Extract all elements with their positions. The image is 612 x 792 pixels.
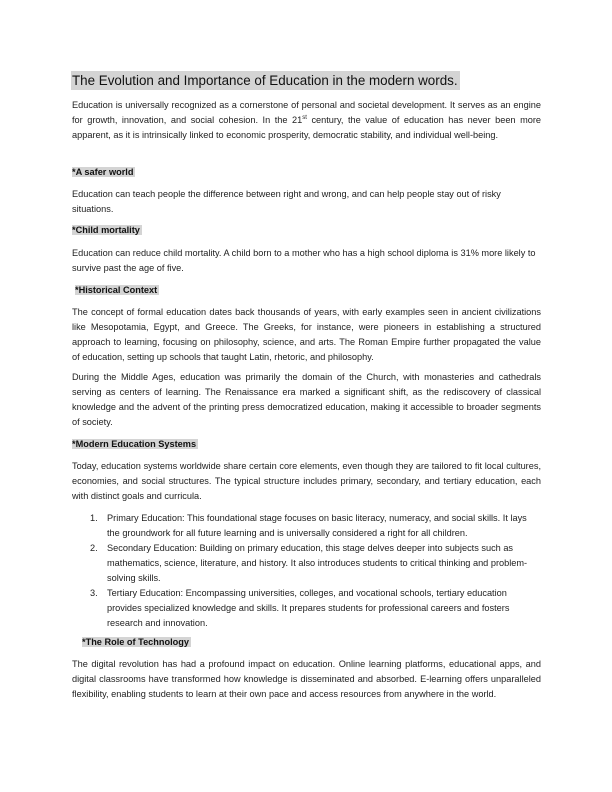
list-item (72, 511, 541, 541)
safer-world-paragraph: Education can teach people the difference between right and wrong, and can help people stay out of risky situations. (72, 189, 501, 214)
intro-paragraph (72, 98, 541, 143)
intro-superscript: st (302, 114, 307, 121)
list-item-text: Tertiary Education: Encompassing universities, colleges, and vocational schools, tertiary education provides specialized knowledge and skills. It prepares students for professional careers and fosters research and innovation. (107, 588, 510, 628)
education-stages-list (72, 511, 541, 631)
list-item-number: 1. (90, 513, 98, 523)
list-item-text: Secondary Education: Building on primary education, this stage delves deeper into subjects such as mathematics, science, literature, and history. It also introduces students to critical thinking and problem-solving skills. (107, 543, 528, 583)
heading-historical-context-label: *Historical Context (75, 285, 158, 295)
historical-paragraph-2: During the Middle Ages, education was primarily the domain of the Church, with monasteries and cathedrals serving as centers of learning. The Renaissance era marked a significant shift, as the rediscovery of classical knowledge and the advent of the printing press democratized education, making it accessible to broader segments of society. (72, 372, 541, 427)
list-item (72, 586, 541, 631)
list-item-number: 2. (90, 543, 98, 553)
heading-historical-context (75, 283, 159, 297)
heading-child-mortality (72, 223, 142, 237)
technology-paragraph: The digital revolution has had a profound impact on education. Online learning platforms, educational apps, and digital classrooms have transformed how knowledge is disseminated and absorbed. E-learning offers unparalleled flexibility, enabling students to learn at their own pace and access resources from anywhere in the world. (72, 659, 541, 699)
heading-modern-education (72, 437, 198, 451)
modern-paragraph: Today, education systems worldwide share certain core elements, even though they are tailored to fit local cultures, economies, and social structures. The typical structure includes primary, secondary, and tertiary education, each with distinct goals and curricula. (72, 461, 541, 501)
historical-paragraph-1: The concept of formal education dates back thousands of years, with early examples seen in ancient civilizations like Mesopotamia, Egypt, and Greece. The Greeks, for instance, were pioneers in establishing a structured approach to learning, focusing on philosophy, science, and arts. The Roman Empire further propagated the value of education, setting up schools that taught Latin, rhetoric, and philosophy. (72, 307, 541, 362)
page-title: The Evolution and Importance of Education in the modern words. (72, 73, 458, 88)
heading-role-of-technology (82, 635, 191, 649)
heading-role-of-technology-label: *The Role of Technology (82, 637, 190, 647)
intro-text-part2: century, the value of education has never been more apparent, as it is intrinsically linked to economic prosperity, democratic stability, and individual well-being. (72, 115, 541, 140)
child-mortality-paragraph: Education can reduce child mortality. A child born to a mother who has a high school diploma is 31% more likely to survive past the age of five. (72, 248, 536, 273)
list-item-text: Primary Education: This foundational stage focuses on basic literacy, numeracy, and social skills. It lays the groundwork for all future learning and is universally considered a right for all children. (107, 513, 527, 538)
list-item-number: 3. (90, 588, 98, 598)
heading-safer-world-label: *A safer world (72, 167, 134, 177)
intro-text-part1: Education is universally recognized as a cornerstone of personal and societal development. It serves as an engine for growth, innovation, and social cohesion. In the 21 (72, 100, 541, 125)
heading-safer-world (72, 165, 135, 179)
heading-child-mortality-label: *Child mortality (72, 225, 140, 235)
list-item (72, 541, 541, 586)
heading-modern-education-label: *Modern Education Systems (72, 439, 197, 449)
